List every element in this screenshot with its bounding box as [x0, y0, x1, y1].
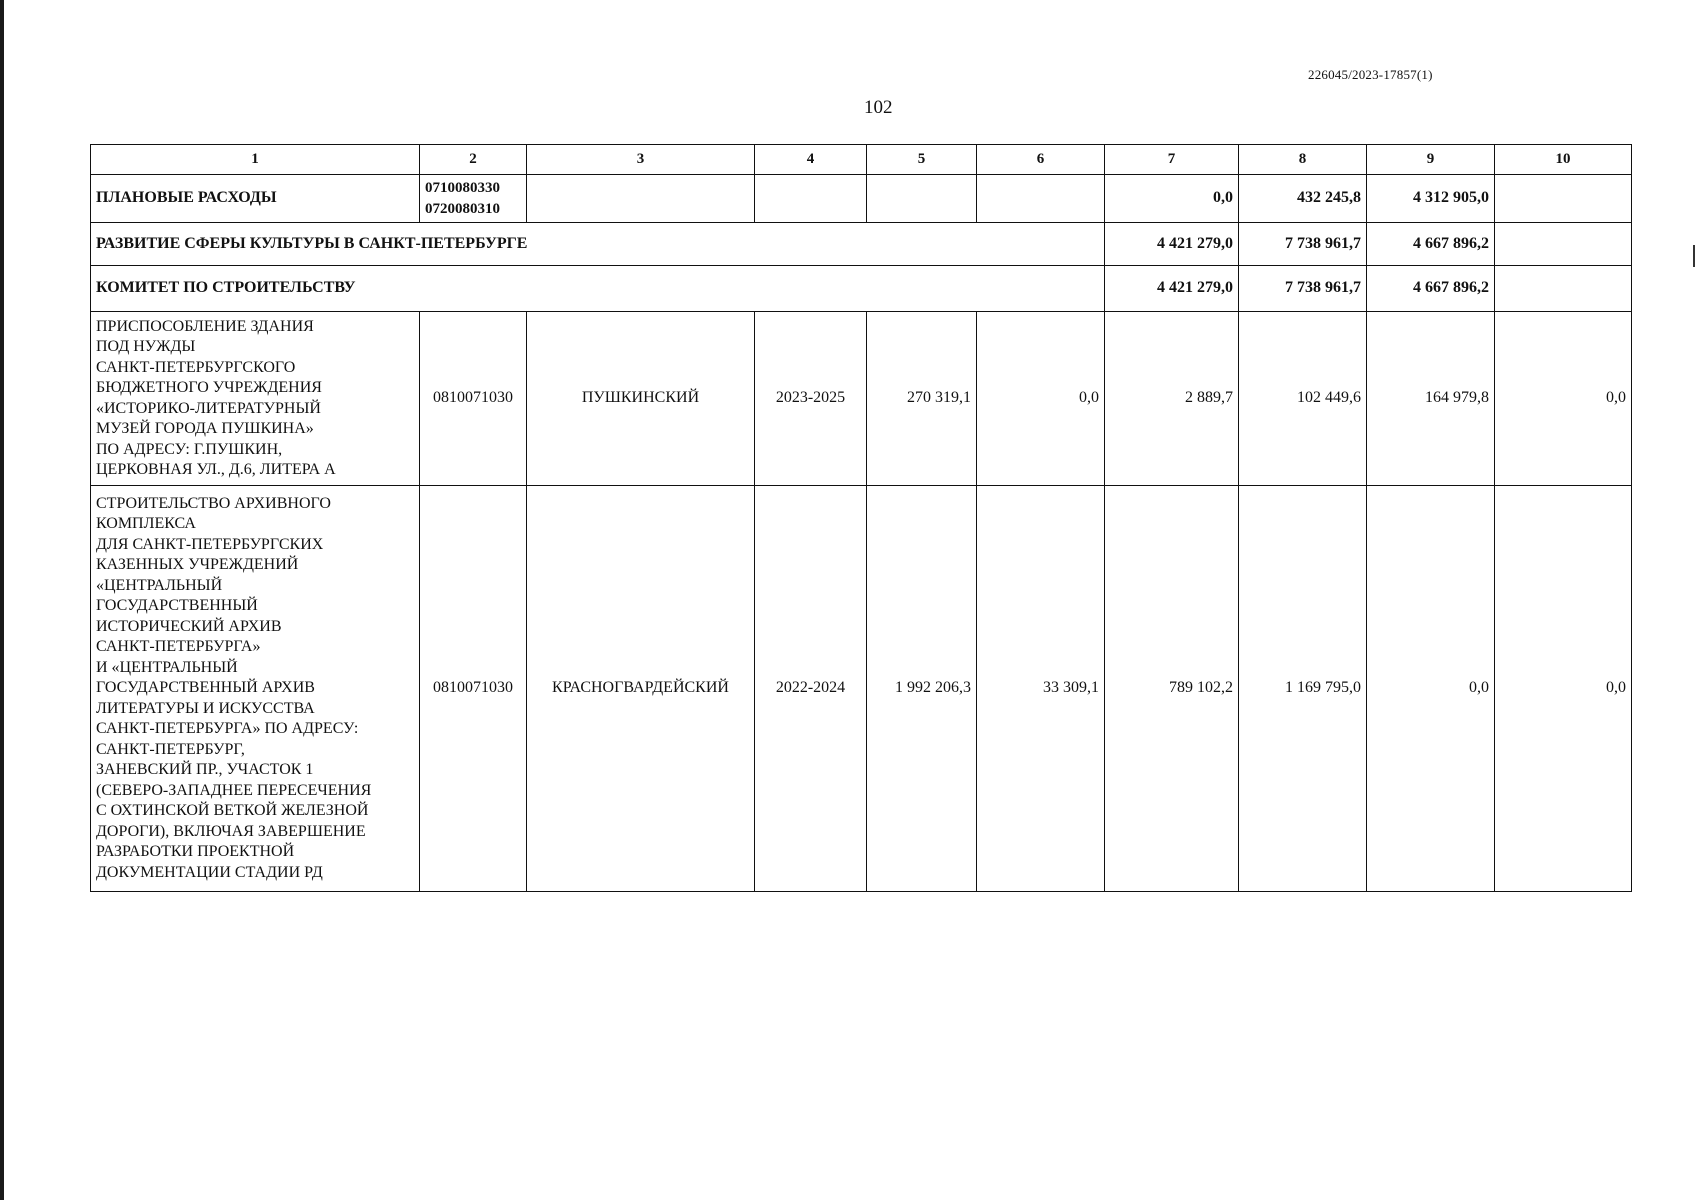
empty-cell [1495, 223, 1632, 266]
empty-cell [1495, 266, 1632, 312]
column-header: 7 [1105, 145, 1239, 175]
object-1-period: 2023-2025 [755, 312, 867, 486]
budget-table [90, 144, 1632, 892]
committee-col-8: 7 738 961,7 [1239, 266, 1367, 312]
section-row [91, 223, 1632, 266]
description-line: ПОД НУЖДЫ [96, 338, 196, 355]
column-header: 5 [867, 145, 977, 175]
page-number: 102 [864, 97, 893, 118]
committee-col-7: 4 421 279,0 [1105, 266, 1239, 312]
section-label: РАЗВИТИЕ СФЕРЫ КУЛЬТУРЫ В САНКТ-ПЕТЕРБУРГЕ [91, 223, 1105, 266]
planned-col-9: 4 312 905,0 [1367, 175, 1495, 223]
document-id: 226045/2023-17857(1) [1308, 67, 1433, 82]
section-col-8: 7 738 961,7 [1239, 223, 1367, 266]
object-2-col-10: 0,0 [1495, 486, 1632, 892]
committee-col-9: 4 667 896,2 [1367, 266, 1495, 312]
empty-cell [755, 175, 867, 223]
description-line: ДОРОГИ), ВКЛЮЧАЯ ЗАВЕРШЕНИЕ [96, 822, 366, 840]
description-line: САНКТ-ПЕТЕРБУРГА» [96, 638, 261, 656]
description-line: ПО АДРЕСУ: Г.ПУШКИН, [96, 440, 283, 458]
planned-label: ПЛАНОВЫЕ РАСХОДЫ [91, 175, 420, 223]
description-line: С ОХТИНСКОЙ ВЕТКОЙ ЖЕЛЕЗНОЙ [96, 802, 369, 820]
description-line: САНКТ-ПЕТЕРБУРГСКОГО [96, 358, 296, 376]
empty-cell [977, 175, 1105, 223]
description-line: И «ЦЕНТРАЛЬНЫЙ [96, 658, 238, 676]
description-line: ДЛЯ САНКТ-ПЕТЕРБУРГСКИХ [96, 535, 324, 553]
object-1-col-5: 270 319,1 [867, 312, 977, 486]
description-line: «ЦЕНТРАЛЬНЫЙ [96, 576, 223, 594]
object-1-code: 0810071030 [420, 312, 527, 486]
object-1-district: ПУШКИНСКИЙ [527, 312, 755, 486]
description-line: ДОКУМЕНТАЦИИ СТАДИИ РД [96, 863, 323, 881]
object-2-col-6: 33 309,1 [977, 486, 1105, 892]
column-header: 9 [1367, 145, 1495, 175]
planned-code-2: 0720080310 [425, 200, 500, 217]
section-col-7: 4 421 279,0 [1105, 223, 1239, 266]
object-2-code: 0810071030 [420, 486, 527, 892]
object-1-description [91, 312, 420, 486]
object-2-period: 2022-2024 [755, 486, 867, 892]
object-row-pushkin [91, 312, 1632, 486]
empty-cell [867, 175, 977, 223]
description-line: ГОСУДАРСТВЕННЫЙ АРХИВ [96, 679, 315, 697]
committee-row [91, 266, 1632, 312]
object-2-col-8: 1 169 795,0 [1239, 486, 1367, 892]
description-line: ЦЕРКОВНАЯ УЛ., Д.6, ЛИТЕРА А [96, 461, 336, 478]
description-line: МУЗЕЙ ГОРОДА ПУШКИНА» [96, 420, 314, 437]
object-2-col-7: 789 102,2 [1105, 486, 1239, 892]
object-1-col-9: 164 979,8 [1367, 312, 1495, 486]
description-line: ПРИСПОСОБЛЕНИЕ ЗДАНИЯ [96, 317, 314, 335]
description-line: «ИСТОРИКО-ЛИТЕРАТУРНЫЙ [96, 399, 321, 417]
object-2-col-5: 1 992 206,3 [867, 486, 977, 892]
description-line: (СЕВЕРО-ЗАПАДНЕЕ ПЕРЕСЕЧЕНИЯ [96, 781, 372, 799]
description-line: ГОСУДАРСТВЕННЫЙ [96, 597, 258, 615]
planned-col-7: 0,0 [1105, 175, 1239, 223]
planned-code-1: 0710080330 [425, 180, 500, 196]
description-line: БЮДЖЕТНОГО УЧРЕЖДЕНИЯ [96, 379, 322, 396]
planned-col-8: 432 245,8 [1239, 175, 1367, 223]
description-line: ЗАНЕВСКИЙ ПР., УЧАСТОК 1 [96, 761, 314, 779]
column-header: 2 [420, 145, 527, 175]
header-row [91, 145, 1632, 175]
object-1-col-8: 102 449,6 [1239, 312, 1367, 486]
committee-label: КОМИТЕТ ПО СТРОИТЕЛЬСТВУ [91, 266, 1105, 312]
description-line: КОМПЛЕКСА [96, 515, 196, 533]
column-header: 4 [755, 145, 867, 175]
object-1-col-10: 0,0 [1495, 312, 1632, 486]
column-header: 10 [1495, 145, 1632, 175]
column-header: 1 [91, 145, 420, 175]
section-col-9: 4 667 896,2 [1367, 223, 1495, 266]
planned-expenses-row [91, 175, 1632, 223]
object-2-description [91, 486, 420, 892]
planned-codes [420, 175, 527, 223]
object-row-archive [91, 486, 1632, 892]
scan-left-edge [0, 0, 4, 1200]
description-line: РАЗРАБОТКИ ПРОЕКТНОЙ [96, 843, 295, 861]
object-2-district: КРАСНОГВАРДЕЙСКИЙ [527, 486, 755, 892]
object-1-col-6: 0,0 [977, 312, 1105, 486]
description-line: ЛИТЕРАТУРЫ И ИСКУССТВА [96, 699, 315, 717]
column-header: 8 [1239, 145, 1367, 175]
description-line: САНКТ-ПЕТЕРБУРГА» ПО АДРЕСУ: [96, 720, 359, 738]
object-1-col-7: 2 889,7 [1105, 312, 1239, 486]
empty-cell [1495, 175, 1632, 223]
description-line: ИСТОРИЧЕСКИЙ АРХИВ [96, 617, 282, 635]
column-header: 3 [527, 145, 755, 175]
description-line: КАЗЕННЫХ УЧРЕЖДЕНИЙ [96, 556, 299, 574]
empty-cell [527, 175, 755, 223]
description-line: СТРОИТЕЛЬСТВО АРХИВНОГО [96, 494, 331, 512]
description-line: САНКТ-ПЕТЕРБУРГ, [96, 740, 245, 758]
column-header: 6 [977, 145, 1105, 175]
object-2-col-9: 0,0 [1367, 486, 1495, 892]
